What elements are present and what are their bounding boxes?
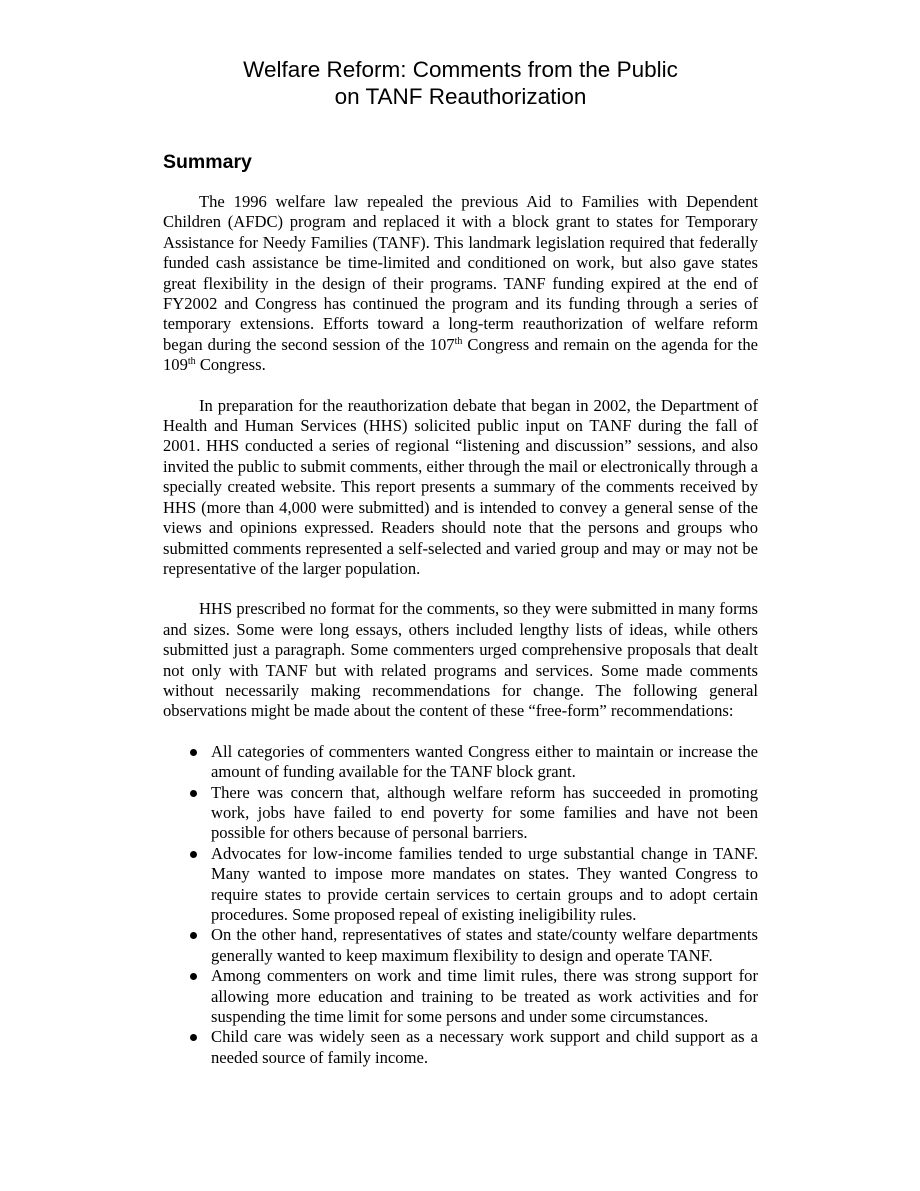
summary-paragraph-3: HHS prescribed no format for the comments, so they were submitted in many forms and sizes. Some were long essays, others included lengthy lists of ideas, while others submitted just a paragraph. Some commenters urged comprehensive proposals that dealt not only with TANF but with related programs and services. Some made comments without necessarily making recommendations for change. The following general observations might be made about the content of these “free-form” recommendations: <box>163 599 758 721</box>
bullet-item <box>163 783 758 844</box>
paragraph-1-text-c: Congress. <box>195 355 266 375</box>
bullet-text: Among commenters on work and time limit rules, there was strong support for allowing more education and training to be treated as work activities and for suspending the time limit for some persons and under some circumstances. <box>211 966 758 1027</box>
bullet-item <box>163 844 758 926</box>
observations-bullet-list <box>163 742 758 1069</box>
bullet-item <box>163 925 758 966</box>
summary-paragraph-1 <box>163 192 758 376</box>
superscript-th: th <box>187 356 196 368</box>
bullet-text: There was concern that, although welfare reform has succeeded in promoting work, jobs have failed to end poverty for some families and have not been possible for others because of personal barriers. <box>211 782 758 843</box>
bullet-point-icon <box>190 932 197 939</box>
bullet-text: On the other hand, representatives of states and state/county welfare departments generally wanted to keep maximum flexibility to design and operate TANF. <box>211 925 758 965</box>
title-line-2: on TANF Reauthorization <box>334 84 587 109</box>
section-heading-summary: Summary <box>163 151 252 173</box>
summary-paragraph-2: In preparation for the reauthorization debate that began in 2002, the Department of Health and Human Services (HHS) solicited public input on TANF during the fall of 2001. HHS conducted a series of regional “listening and discussion” sessions, and also invited the public to submit comments, either through the mail or electronically through a specially created website. This report presents a summary of the comments received by HHS (more than 4,000 were submitted) and is intended to convey a general sense of the views and opinions expressed. Readers should note that the persons and groups who submitted comments represented a self-selected and varied group and may or may not be representative of the larger population. <box>163 395 758 578</box>
document-title <box>163 56 758 110</box>
bullet-text: All categories of commenters wanted Congress either to maintain or increase the amount of funding available for the TANF block grant. <box>211 741 758 782</box>
bullet-item <box>163 966 758 1027</box>
paragraph-1-text-a: The 1996 welfare law repealed the previous Aid to Families with Dependent Children (AFDC) program and replaced it with a block grant to states for Temporary Assistance for Needy Families (TANF). This landmark legislation required that federally funded cash assistance be time-limited and conditioned on work, but also gave states great flexibility in the design of their programs. TANF funding expired at the end of FY2002 and Congress has continued the program and its funding through a series of temporary extensions. Efforts toward a long-term reauthorization of welfare reform began during the second session of the 107 <box>163 192 758 354</box>
bullet-item <box>163 1027 758 1068</box>
bullet-point-icon <box>190 851 197 858</box>
superscript-th: th <box>454 335 463 347</box>
bullet-point-icon <box>190 1034 197 1041</box>
bullet-item <box>163 742 758 783</box>
bullet-text: Child care was widely seen as a necessary work support and child support as a needed source of family income. <box>211 1027 758 1067</box>
title-line-1: Welfare Reform: Comments from the Public <box>243 57 678 82</box>
bullet-point-icon <box>190 790 197 797</box>
bullet-text: Advocates for low-income families tended to urge substantial change in TANF. Many wanted to impose more mandates on states. They wanted Congress to require states to provide certain services to certain groups and to adopt certain procedures. Some proposed repeal of existing ineligibility rules. <box>211 843 758 924</box>
bullet-point-icon <box>190 973 197 980</box>
bullet-point-icon <box>190 749 197 756</box>
paragraph-1-text-b: Congress and remain on the agenda for the 109 <box>163 334 758 375</box>
document-page <box>163 56 758 1068</box>
